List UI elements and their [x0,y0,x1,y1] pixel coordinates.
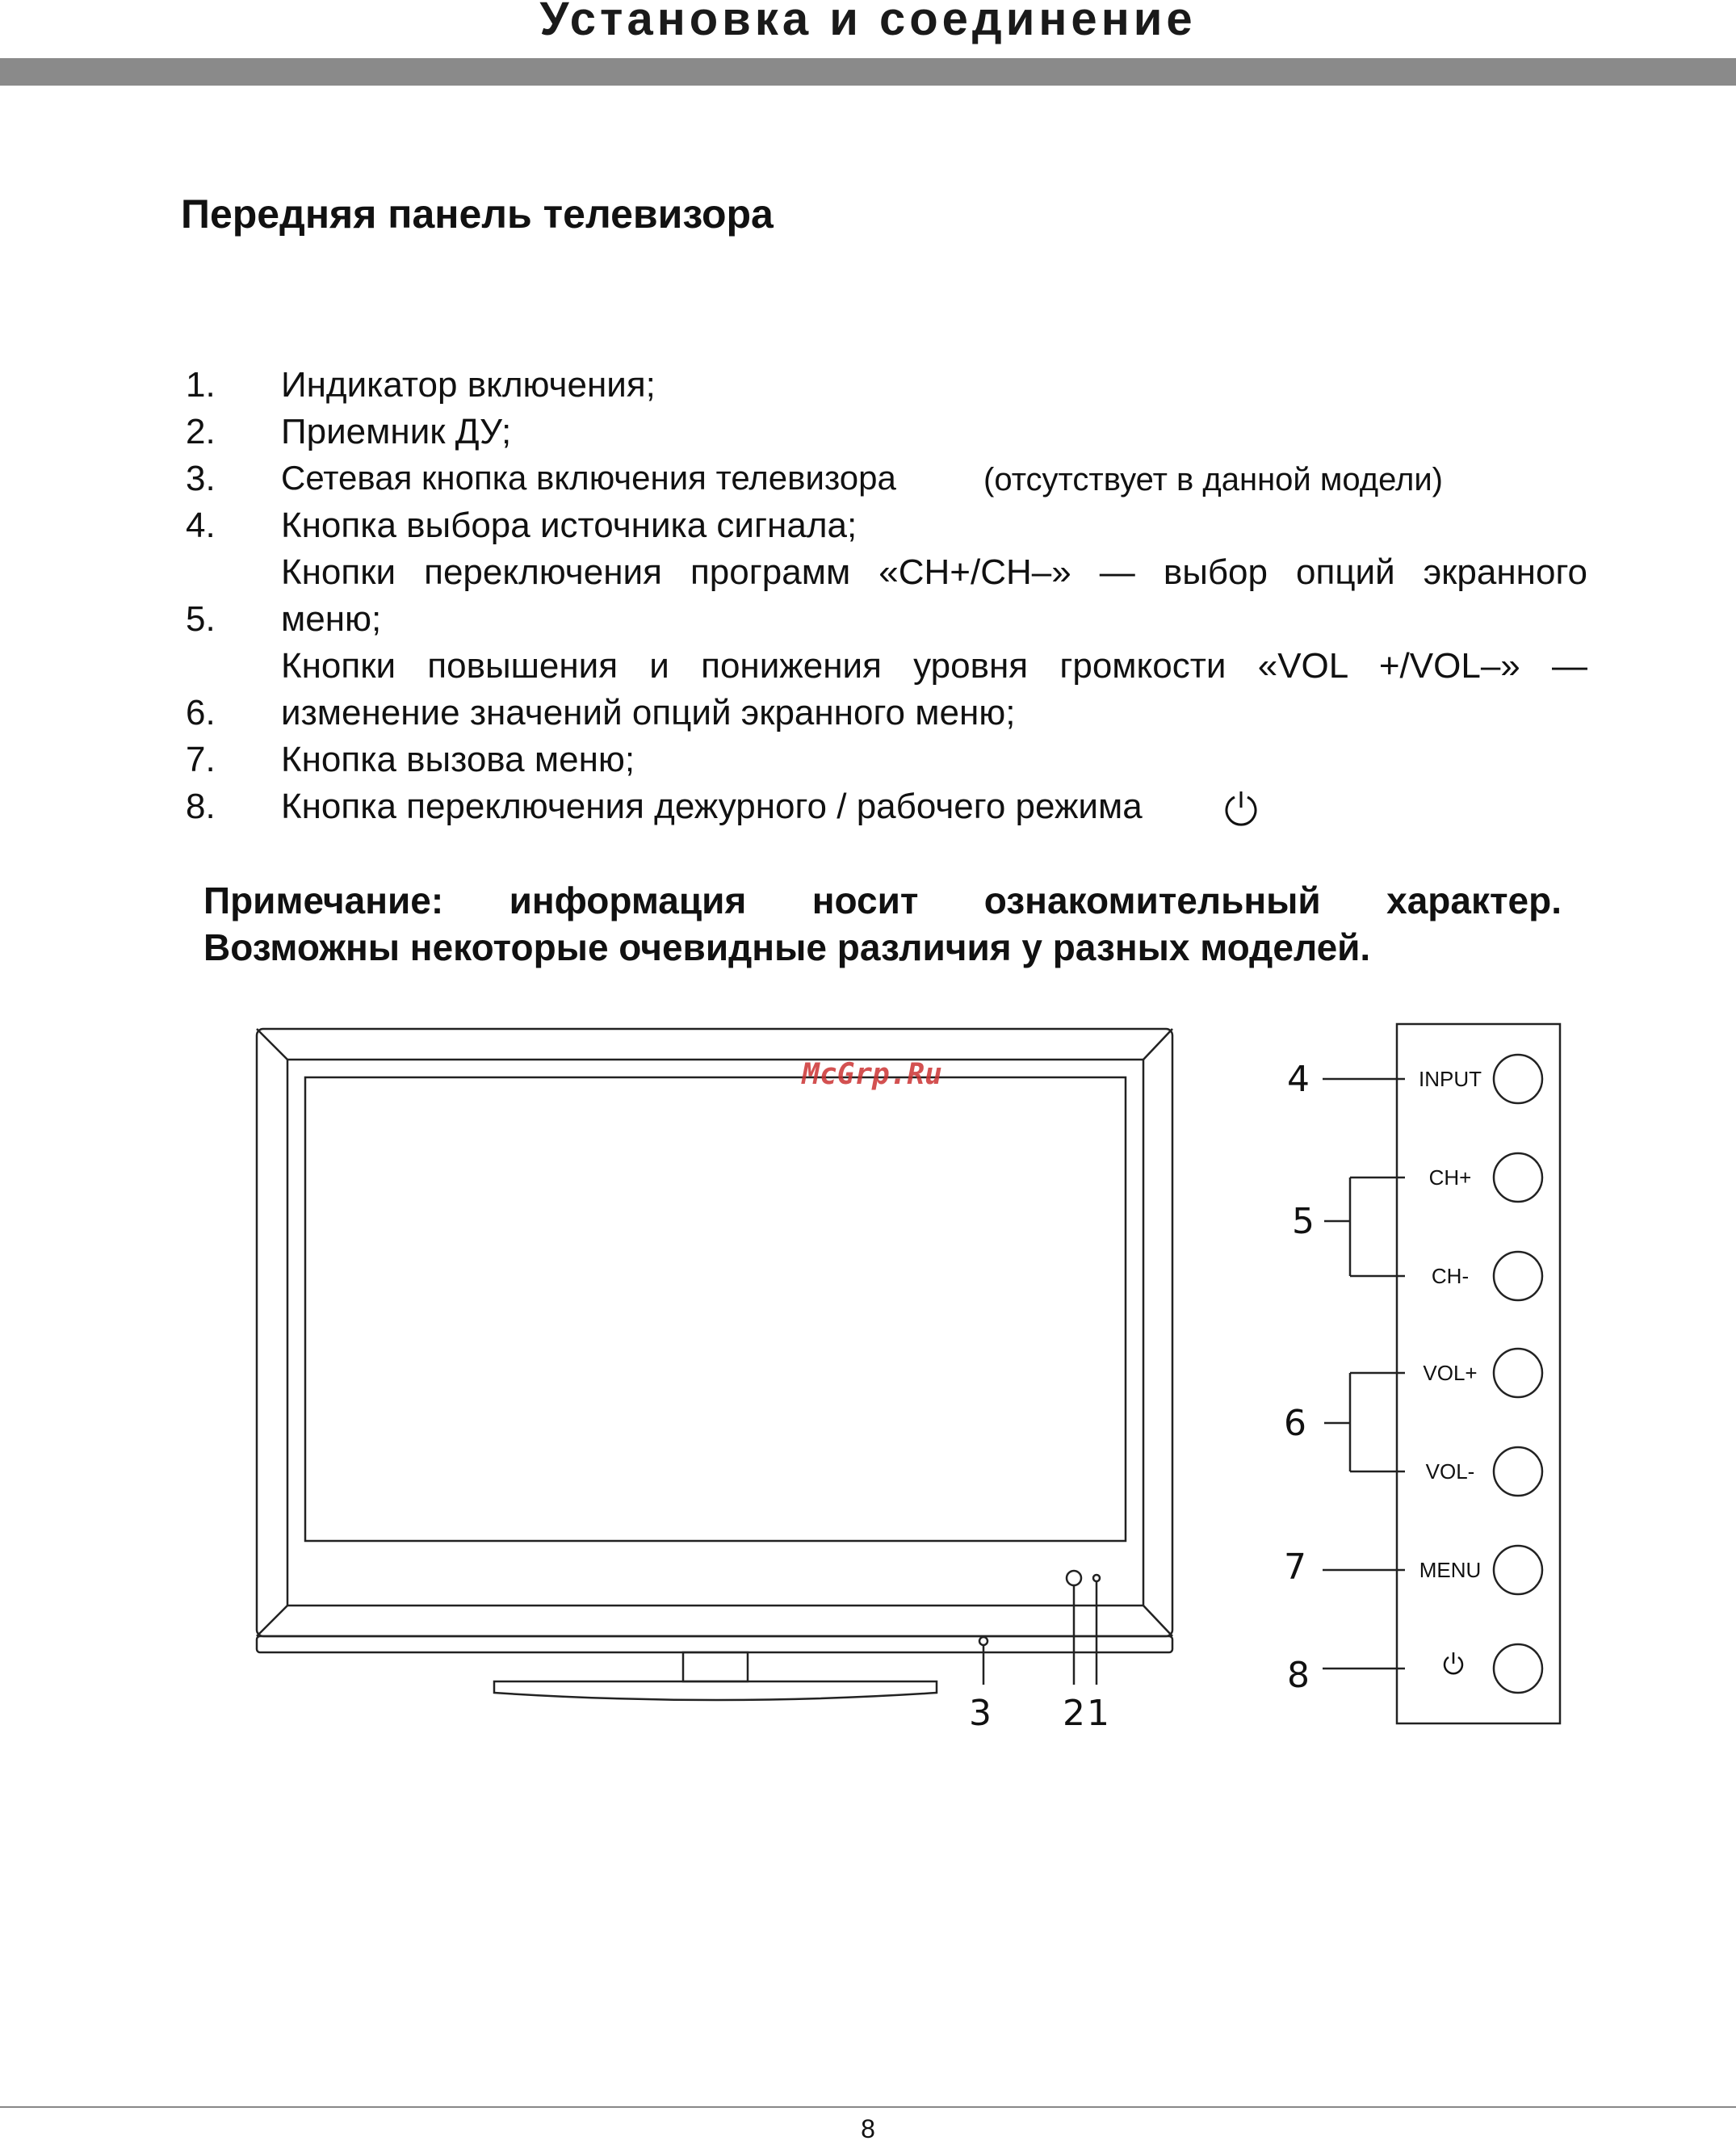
standby-button [1494,1644,1542,1693]
panel-power-icon [1445,1652,1462,1673]
control-panel-frame [1397,1024,1560,1723]
list-item-text: Кнопка переключения дежурного / рабочего режима [281,787,1143,826]
list-item-note: (отсутствует в данной модели) [983,462,1443,497]
list-item-text: Кнопка выбора источника сигнала; [281,506,858,545]
callout-7: 7 [1284,1547,1306,1588]
list-number: 4. [186,506,216,545]
panel-label-ch-plus: CH+ [1428,1165,1472,1190]
panel-label-menu: MENU [1419,1558,1482,1582]
panel-label-ch-minus: CH- [1431,1264,1470,1288]
tv-stand-neck [683,1652,748,1681]
list-item-text: Сетевая кнопка включения телевизора [281,459,896,497]
callout-3: 3 [969,1693,992,1734]
tv-bottom-strip [257,1636,1172,1652]
power-button [979,1637,988,1645]
section-heading: Передняя панель телевизора [181,191,774,237]
page-title: Установка и соединение [539,0,1197,45]
note-text-cont: Возможны некоторые очевидные различия у разных моделей. [203,926,1371,968]
watermark: McGrp.Ru [802,1058,942,1091]
vol-minus-button [1494,1447,1542,1496]
callout-4: 4 [1287,1059,1310,1100]
list-item-text-cont: изменение значений опций экранного меню; [281,693,1016,732]
tv-bezel [257,1029,1172,1636]
list-number: 5. [186,599,216,639]
list-item-text: Приемник ДУ; [281,412,512,451]
ch-minus-button [1494,1252,1542,1300]
list-item-text: Кнопки переключения программ «CH+/CH–» — выбор опций экранного [281,552,1587,592]
power-indicator [1093,1575,1100,1581]
list-item-text: Индикатор включения; [281,365,656,405]
input-button [1494,1055,1542,1103]
tv-drawing [257,1029,1172,1700]
power-icon [1222,790,1260,827]
ir-receiver [1067,1571,1081,1585]
callout-2: 2 [1063,1693,1085,1734]
tv-stand-base [494,1681,937,1700]
ch-plus-button [1494,1153,1542,1202]
panel-label-vol-plus: VOL+ [1423,1361,1478,1385]
tv-screen [305,1077,1126,1541]
page-number: 8 [861,2114,875,2143]
callout-1: 1 [1087,1693,1109,1734]
header-bar [0,58,1736,86]
list-number: 3. [186,459,216,498]
tv-front-panel-diagram [0,1010,1736,1769]
list-number: 1. [186,365,216,405]
callout-5: 5 [1292,1201,1315,1242]
list-item-text: Кнопка вызова меню; [281,740,635,779]
tv-bezel-inner [287,1060,1143,1606]
list-number: 2. [186,412,216,451]
panel-label-vol-minus: VOL- [1425,1459,1475,1484]
note-text: Примечание: информация носит ознакомительный характер. [203,879,1562,921]
panel-label-input: INPUT [1419,1067,1482,1091]
vol-plus-button [1494,1349,1542,1397]
footer-divider [0,2106,1736,2108]
list-item-text: Кнопки повышения и понижения уровня громкости «VOL +/VOL–» — [281,646,1587,686]
list-number: 6. [186,693,216,732]
list-number: 8. [186,787,216,826]
list-number: 7. [186,740,216,779]
menu-button [1494,1546,1542,1594]
list-item-text-cont: меню; [281,599,382,639]
callout-8: 8 [1287,1655,1310,1696]
callout-6: 6 [1284,1403,1306,1444]
